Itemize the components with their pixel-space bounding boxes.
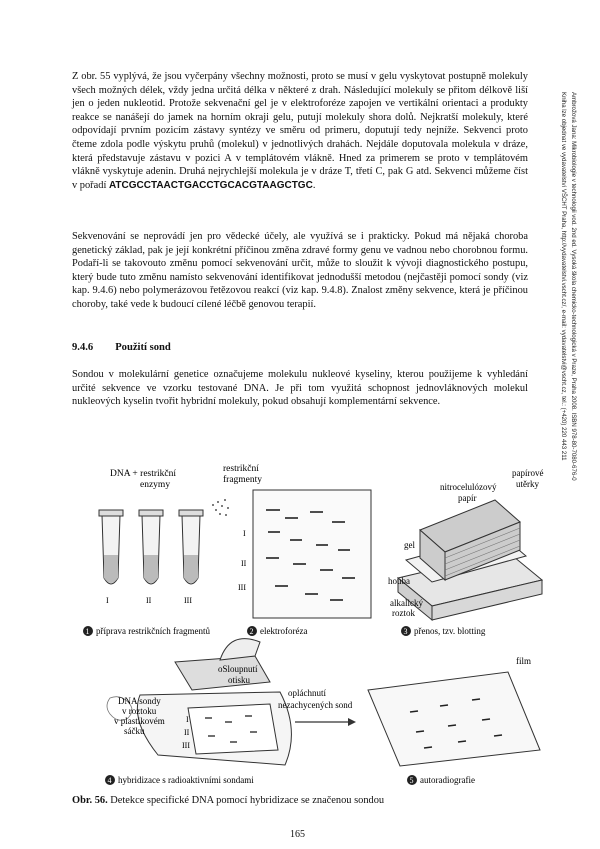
label-restriction-1: restrikční <box>223 464 259 474</box>
paragraph-text: Z obr. 55 vyplývá, že jsou vyčerpány všechny možnosti, proto se musí v gelu vyskytovat postupně molekuly všech možných délek, vždy jedna určitá délka v některé z drah. Následující molekuly se přitom délkově liší jen o jeden nukleotid. Protože sekvenační gel je v elektroforéze zapojen ve vertikální orientaci a produkty reakce se nanášejí do jamek na horním okraji gelu, putují molekuly shora dolů. Nejkratší molekuly, které odpovídají prvním pozicím zástavy syntézy ve směru od primeru, doputují tedy nejníže. Sekvenci proto čteme zdola podle výskytu pruhů (molekul) v jednotlivých drahách. Nejdále doputovala molekula v dráze, která představuje zástavu v pozici A v templátovém vlákně. Hned za primerem se proto v templátovém vlákně vyskytuje adenin. Druhá nejrychlejší molekula je v dráze T, třetí C, pak G atd. Sekvenci můžeme číst v pořadí <box>72 71 528 191</box>
paragraph-end: . <box>312 179 316 191</box>
paragraph-sequencing-reading <box>72 70 528 192</box>
restriction-fragments-dots <box>212 499 229 516</box>
step-4-number: 4 <box>107 776 112 785</box>
section-heading <box>72 342 171 353</box>
label-washed-2: nezachycených sond <box>278 700 353 710</box>
label-paper-towels-1: papírové <box>512 468 544 478</box>
panel-electrophoresis <box>253 490 371 618</box>
step-2-label: elektroforéza <box>260 626 308 636</box>
label-alkaline-1: alkalický <box>390 598 423 608</box>
label-dna-enzymes-1: DNA + restrikční <box>110 469 177 479</box>
blot-lane-III: III <box>182 741 190 750</box>
label-peeled-2: otisku <box>228 675 251 685</box>
label-nitrocellulose-2: papír <box>458 493 477 503</box>
step-3-label: přenos, tzv. blotting <box>414 626 486 636</box>
label-probes-4: sáčku <box>124 726 145 736</box>
label-film: film <box>516 656 531 666</box>
step-5-number: 5 <box>409 776 414 785</box>
label-probes-1: DNA sondy <box>118 696 161 706</box>
label-washed-1: opláchnutí <box>288 688 326 698</box>
blot-lane-II: II <box>184 728 190 737</box>
autoradiography-film <box>368 672 540 766</box>
step-1-number: 1 <box>85 627 90 636</box>
label-probes-3: v plastikovém <box>114 716 165 726</box>
label-restriction-2: fragmenty <box>223 475 263 485</box>
paragraph-sequencing-practical: Sekvenování se neprovádí jen pro vědecké účely, ale využívá se i prakticky. Pokud má nějaká choroba genetický základ, pak je její konkrétní příčinou změna zdravé formy genu ve vadnou nebo chorobnou formu. Podaří-li se takovouto změnu pomocí sekvenování určit, může to sloužit k vývoji diagnostického postupu, který bude tuto změnu namísto sekvenování identifikovat jednodušší metodou (nejčastěji pomocí sondy (viz kap. 9.4.6) nebo polymerázovou řetězovou reakcí (viz kap. 9.4.8). Znalost změny sekvence, která je příčinou choroby, také vede k budoucí cílené léčbě genovou terapií. <box>72 231 528 310</box>
panel-restriction-prep <box>99 510 203 584</box>
label-peeled-1: oSloupnutí <box>218 664 258 674</box>
gel-lane-II: II <box>241 559 247 568</box>
step-2-number: 2 <box>249 627 254 636</box>
label-dna-enzymes-2: enzymy <box>140 480 171 490</box>
step-1-label: příprava restrikčních fragmentů <box>96 626 210 636</box>
tube-label-II: II <box>146 596 152 605</box>
gel-lane-I: I <box>243 529 246 538</box>
tube-label-I: I <box>106 596 109 605</box>
label-sponge: houba <box>388 576 410 586</box>
label-nitrocellulose-1: nitrocelulózový <box>440 482 497 492</box>
step-5-label: autoradiografie <box>420 775 475 785</box>
gel-lane-III: III <box>238 583 246 592</box>
blot-lane-I: I <box>186 715 189 724</box>
dna-sequence: ATCGCCTAACTGACCTGCACGTAAGCTGC <box>108 179 313 191</box>
step-4-label: hybridizace s radioaktivními sondami <box>118 775 254 785</box>
label-probes-2: v roztoku <box>122 706 157 716</box>
page-number: 165 <box>290 829 305 840</box>
label-paper-towels-2: utěrky <box>516 479 539 489</box>
sidebar-citation <box>559 92 578 652</box>
caption-text: Detekce specifické DNA pomocí hybridizace se značenou sondou <box>107 795 385 806</box>
step-3-number: 3 <box>403 627 408 636</box>
panel-autoradiography <box>368 672 540 766</box>
section-number: 9.4.6 <box>72 342 94 353</box>
tube-label-III: III <box>184 596 192 605</box>
figure-caption <box>72 795 384 806</box>
label-alkaline-2: roztok <box>392 608 415 618</box>
paragraph-probes: Sondou v molekulární genetice označujeme molekulu nukleové kyseliny, kterou použijeme k vyhledání určité sekvence ve vzorku testované DNA. Je při tom využitá schopnost jednovláknových molekul nukleových kyselin tvořit hybridní molekuly, pokud obsahují komplementární sekvence. <box>72 369 528 408</box>
figure-hybridization-diagram <box>80 460 550 790</box>
sidebar-line-1: Ambrožová Jana: Mikrobiologie v technologii vod. 2nd ed. Vysoká škola chemicko-technologická v Praze, Praha 2008. ISBN 978-80-7080-676-0 <box>570 92 577 481</box>
caption-label: Obr. 56. <box>72 795 108 806</box>
sidebar-line-2: Kniha lze objednat ve vydavatelství VŠCHT Praha, http://vydavatelstvi.vscht.cz/, e-mail: vydavatelstvi@vscht.cz, tel.: (+420) 220 443 211 <box>560 92 568 461</box>
section-title: Použití sond <box>115 342 171 353</box>
label-gel: gel <box>404 540 415 550</box>
